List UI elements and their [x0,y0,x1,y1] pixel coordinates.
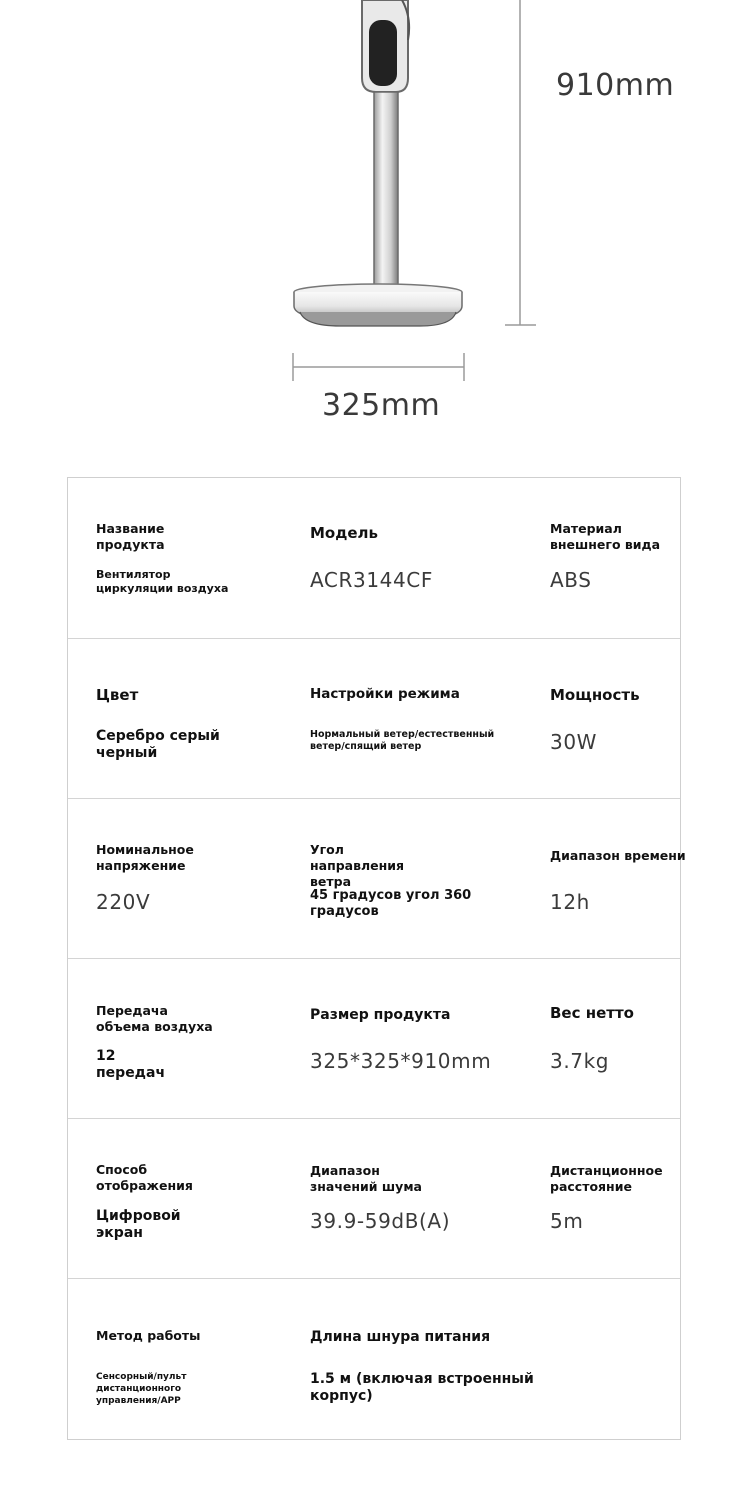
spec-label: Вес нетто [550,1004,634,1022]
spec-cell-time-range [550,798,686,958]
spec-value: Сенсорный/пульт дистанционного управления/APP [96,1372,187,1406]
spec-value: 12 передач [96,1048,166,1081]
height-dimension-label: 910mm [556,68,675,103]
spec-value: Цифровой экран [96,1208,181,1241]
spec-label: Длина шнура питания [310,1329,491,1345]
spec-value: 30W [550,730,598,754]
spec-label: Мощность [550,686,640,704]
spec-label: Размер продукта [310,1007,451,1023]
width-dimension-label: 325mm [322,388,441,423]
spec-cell-display [96,1118,286,1278]
spec-value: 12h [550,890,590,914]
spec-label: Цвет [96,686,139,704]
spec-row [68,1278,680,1438]
spec-value: Серебро серый черный [96,728,220,761]
spec-cell-mode [310,638,540,798]
spec-value: 325*325*910mm [310,1049,492,1073]
spec-cell-weight [550,958,680,1118]
spec-label: Угол направления ветра [310,842,405,889]
spec-label: Настройки режима [310,686,460,702]
spec-value: 1.5 м (включая встроенный корпус) [310,1371,534,1404]
spec-cell-voltage [96,798,286,958]
spec-cell-power [550,638,680,798]
spec-table [67,477,686,1440]
spec-value: Нормальный ветер/естественный ветер/спящий ветер [310,729,495,752]
spec-label: Передача объема воздуха [96,1003,213,1034]
spec-value: 5m [550,1209,584,1233]
spec-value: 220V [96,890,151,914]
spec-value: 39.9-59dB(A) [310,1209,451,1233]
spec-cell-wind-angle [310,798,540,958]
spec-label: Материал внешнего вида [550,521,661,552]
spec-cell-size [310,958,540,1118]
spec-label: Диапазон значений шума [310,1163,422,1194]
spec-label: Способ отображения [96,1162,193,1193]
spec-row [68,478,680,639]
spec-row [68,1118,680,1279]
spec-cell-remote-distance [550,1118,680,1278]
spec-row [68,798,686,959]
spec-cell-noise [310,1118,540,1278]
spec-value: Вентилятор циркуляции воздуха [96,568,229,595]
spec-label: Модель [310,524,378,542]
spec-label: Диапазон времени [550,848,686,863]
spec-label: Номинальное напряжение [96,842,194,873]
spec-cell-cord-length [310,1278,550,1438]
spec-cell-operation [96,1278,286,1438]
spec-label: Метод работы [96,1328,201,1343]
spec-cell-color [96,638,286,798]
spec-row [68,638,680,799]
spec-cell-model [310,478,530,638]
spec-cell-airflow [96,958,286,1118]
spec-cell-product-name [96,478,286,638]
spec-value: ABS [550,568,592,592]
spec-value: 3.7kg [550,1049,610,1073]
spec-row [68,958,680,1119]
spec-value: ACR3144CF [310,568,433,592]
spec-label: Дистанционное расстояние [550,1163,663,1194]
spec-cell-material [550,478,680,638]
spec-value: 45 градусов угол 360 градусов [310,888,472,919]
spec-label: Название продукта [96,521,165,552]
